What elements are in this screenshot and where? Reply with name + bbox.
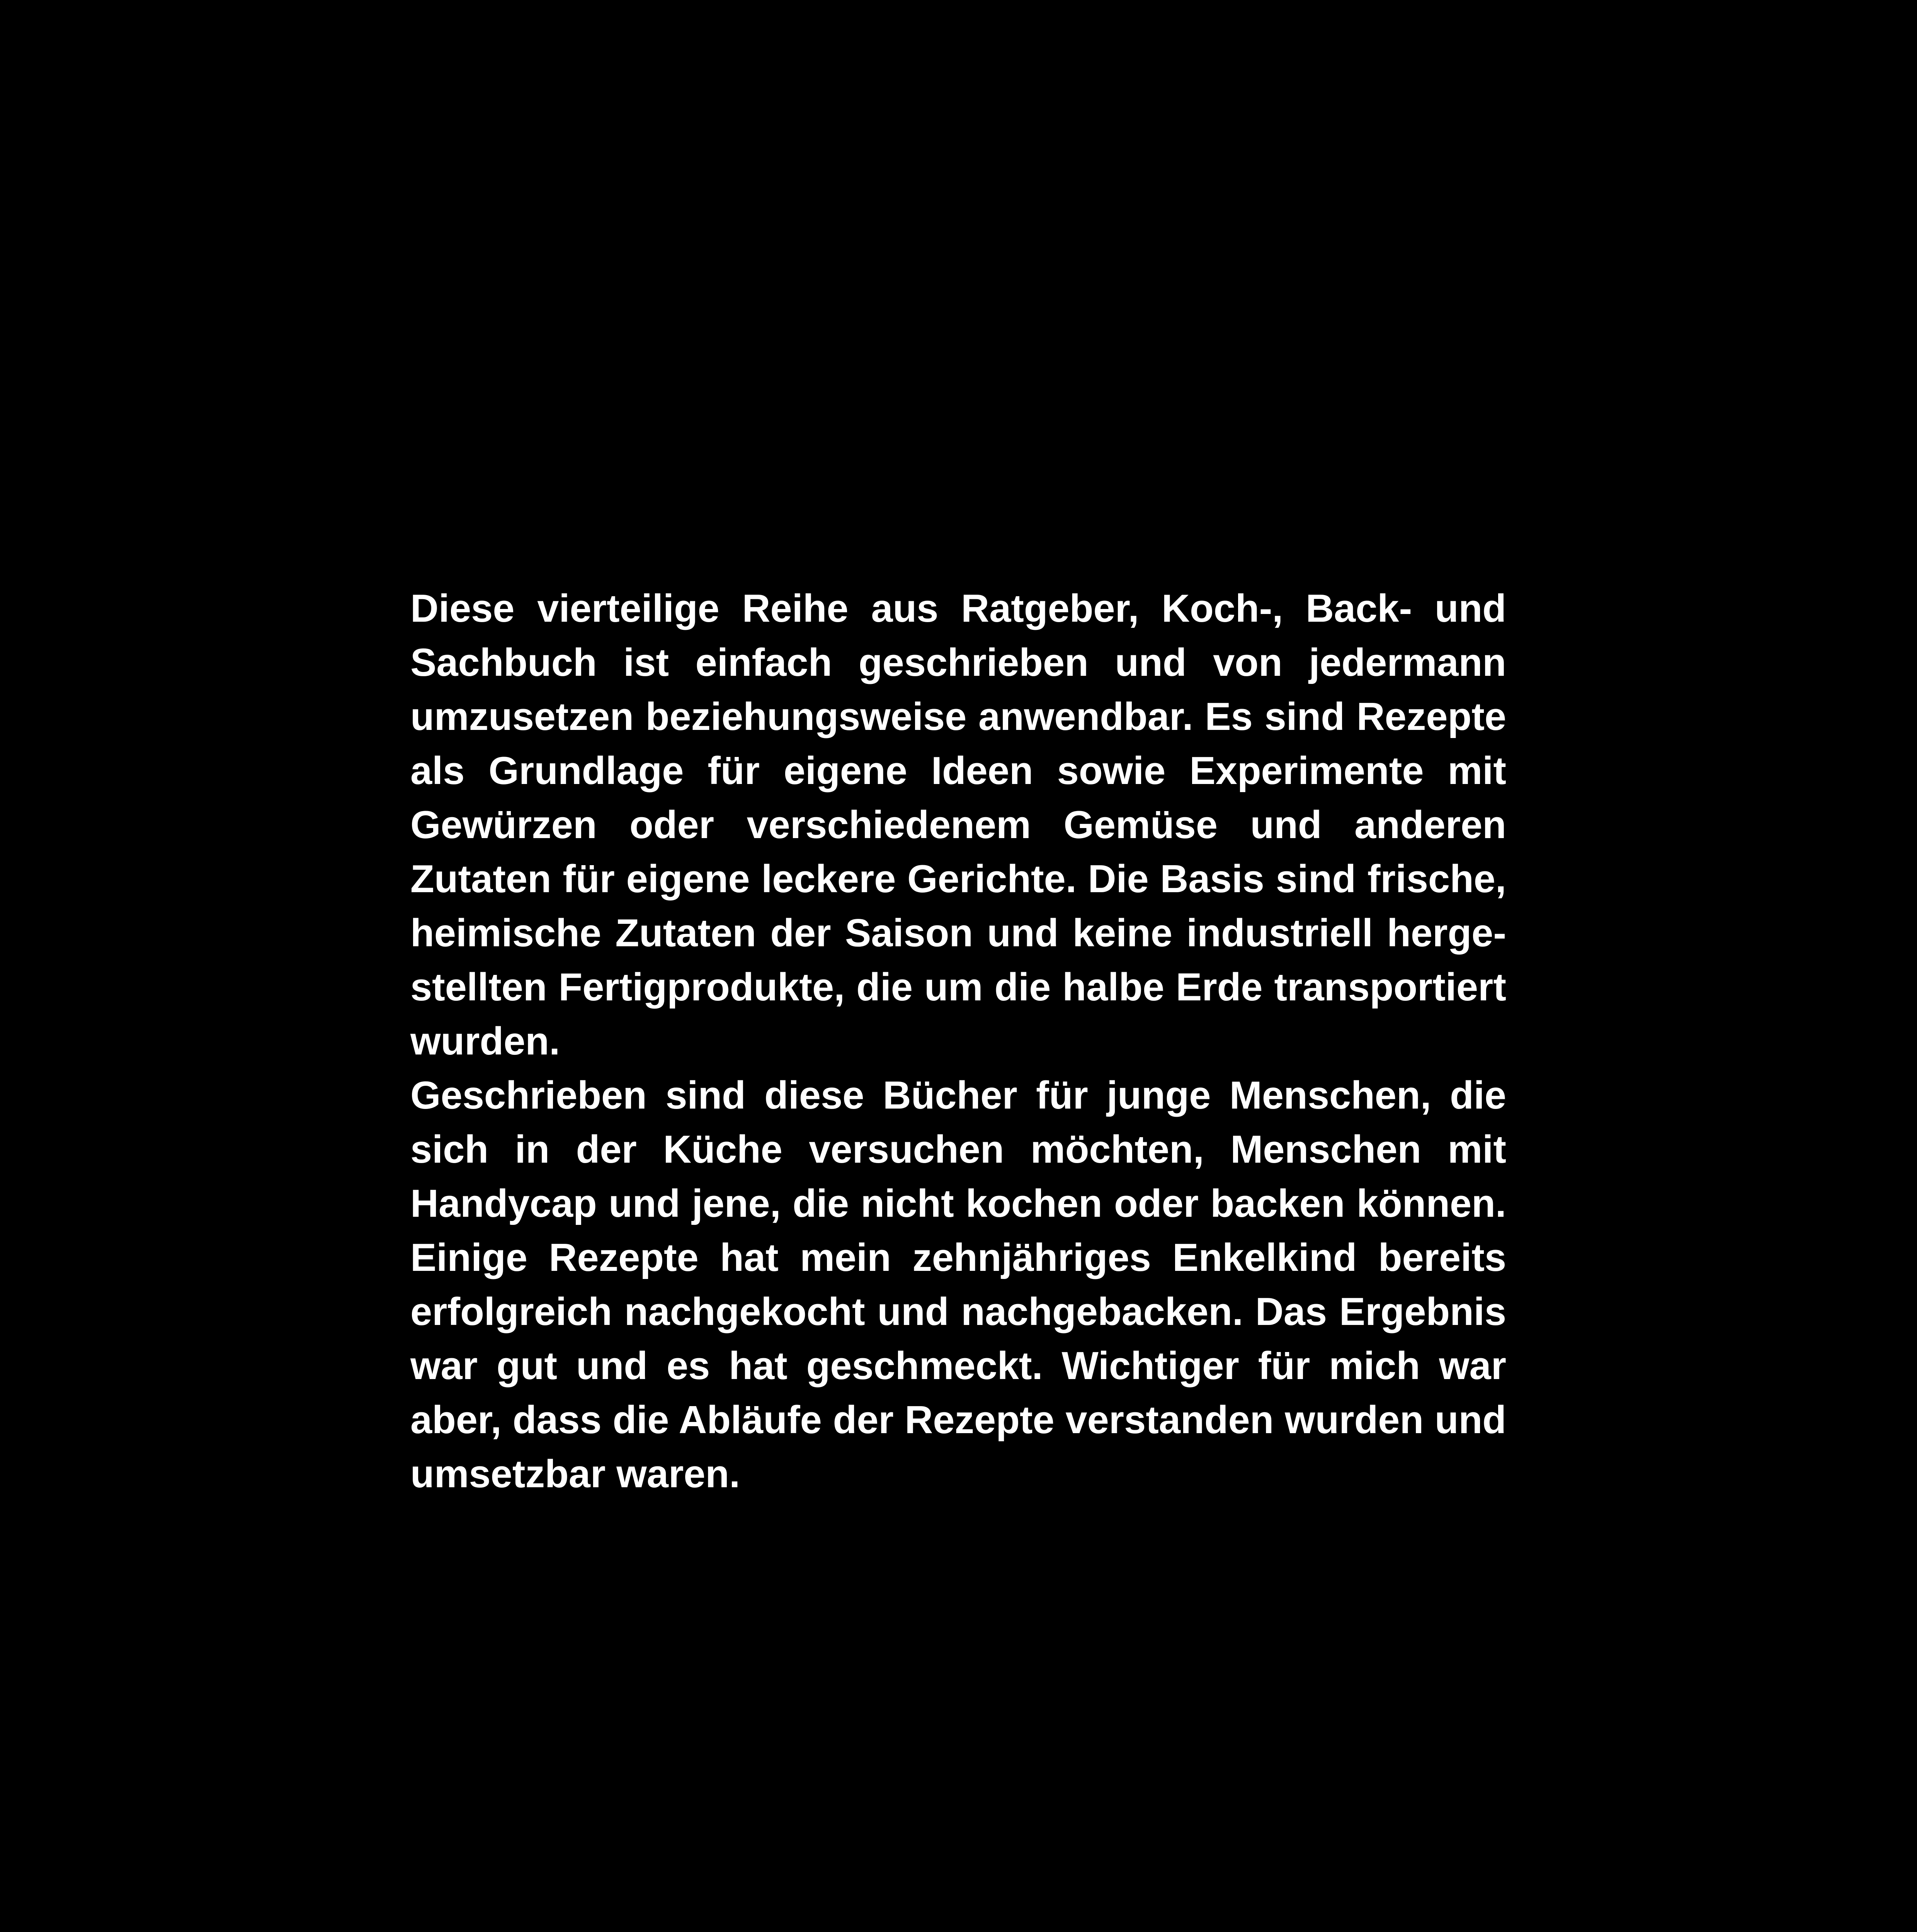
blurb-text: [410, 582, 1506, 1501]
blurb-paragraph-1: Diese vierteilige Reihe aus Ratgeber, Koch-, Back- und Sachbuch ist einfach geschrieben und von jedermann umzusetzen beziehungsweise anwendbar. Es sind Rezepte als Grundlage für eigene Ideen sowie Experimente mit Gewürzen oder verschiedenem Gemüse und anderen Zutaten für eigene leckere Gerichte. Die Basis sind frische, heimische Zutaten der Saison und keine industriell hergestellten Fertigprodukte, die um die halbe Erde transportiert wurden.: [410, 587, 1506, 1063]
blurb-paragraph-2: Geschrieben sind diese Bücher für junge Menschen, die sich in der Küche versuchen möchten, Menschen mit Handycap und jene, die nicht kochen oder backen können. Einige Rezepte hat mein zehnjähriges Enkelkind bereits erfolgreich nachgekocht und nachgebacken. Das Ergebnis war gut und es hat geschmeckt. Wichtiger für mich war aber, dass die Abläufe der Rezepte verstanden wurden und umsetzbar waren.: [410, 1074, 1506, 1496]
